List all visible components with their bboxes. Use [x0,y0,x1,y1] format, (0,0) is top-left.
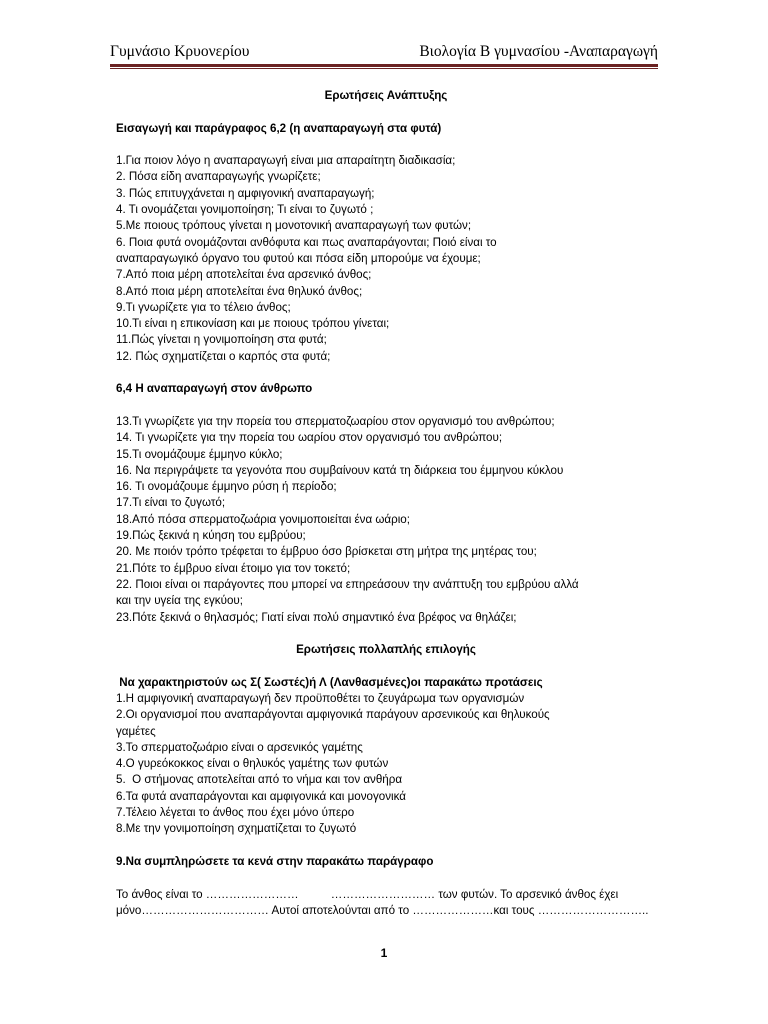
question-item: και την υγεία της εγκύου; [116,594,243,608]
question-item: 23.Πότε ξεκινά ο θηλασμός; Γιατί είναι πολύ σημαντικό ένα βρέφος να θηλάζει; [116,610,517,624]
question-item: 15.Τι ονομάζουμε έμμηνο κύκλο; [116,447,283,461]
question-item: 19.Πώς ξεκινά η κύηση του εμβρύου; [116,529,306,543]
true-false-instruction: Να χαρακτηριστούν ως Σ( Σωστές)ή Λ (Λανθασμένες)οι παρακάτω προτάσεις [116,675,543,689]
question-item: 16. Να περιγράψετε τα γεγονότα που συμβαίνουν κατά τη διάρκεια του έμμηνου κύκλου [116,463,564,477]
fill-in-line: Το άνθος είναι το …………………… ……………………… των φυτών. Το αρσενικό άνθος έχει [116,887,619,901]
question-item: 7.Από ποια μέρη αποτελείται ένα αρσενικό άνθος; [116,268,372,282]
section-subtitle-plants: Εισαγωγή και παράγραφος 6,2 (η αναπαραγωγή στα φυτά) [116,121,442,135]
question-item: 16. Τι ονομάζουμε έμμηνο ρύση ή περίοδο; [116,480,337,494]
document-body [116,88,656,919]
fill-in-blanks-title: 9.Να συμπληρώσετε τα κενά στην παρακάτω παράγραφο [116,854,434,868]
section-subtitle-human: 6,4 Η αναπαραγωγή στον άνθρωπο [116,382,313,396]
section-title-development-questions: Ερωτήσεις Ανάπτυξης [324,89,448,102]
statement-list [116,691,656,838]
statement-item: γαμέτες [116,724,156,738]
question-item: 12. Πώς σχηματίζεται ο καρπός στα φυτά; [116,349,331,363]
statement-item: 6.Τα φυτά αναπαράγονται και αμφιγονικά και μονογονικά [116,789,406,803]
statement-item: 5. Ο στήμονας αποτελείται από το νήμα και τον ανθήρα [116,773,403,787]
question-item: 3. Πώς επιτυγχάνεται η αμφιγονική αναπαραγωγή; [116,186,375,200]
question-item: 5.Με ποιους τρόπους γίνεται η μονοτονική αναπαραγωγή των φυτών; [116,219,472,233]
question-item: 4. Τι ονομάζεται γονιμοποίηση; Τι είναι το ζυγωτό ; [116,203,374,217]
question-item: 1.Για ποιον λόγο η αναπαραγωγή είναι μια απαραίτητη διαδικασία; [116,154,456,168]
question-item: 21.Πότε το έμβρυο είναι έτοιμο για τον τοκετό; [116,561,351,575]
question-list-human [116,414,656,626]
question-item: 20. Με ποιόν τρόπο τρέφεται το έμβρυο όσο βρίσκεται στη μήτρα της μητέρας του; [116,545,537,559]
header-school-name: Γυμνάσιο Κρυονερίου [110,43,250,60]
statement-item: 8.Με την γονιμοποίηση σχηματίζεται το ζυγωτό [116,822,357,836]
question-item: 2. Πόσα είδη αναπαραγωγής γνωρίζετε; [116,170,321,184]
header-rule-thick [110,64,658,67]
fill-in-blanks-paragraph [116,887,656,920]
question-item: 22. Ποιοι είναι οι παράγοντες που μπορεί να επηρεάσουν την ανάπτυξη του εμβρύου αλλά [116,577,579,591]
statement-item: 2.Οι οργανισμοί που αναπαράγονται αμφιγονικά παράγουν αρσενικούς και θηλυκούς [116,708,550,722]
header-course-title: Βιολογία Β γυμνασίου -Αναπαραγωγή [419,43,658,60]
question-item: 14. Τι γνωρίζετε για την πορεία του ωαρίου στον οργανισμό του ανθρώπου; [116,431,503,445]
header-rule-thin [110,68,658,69]
statement-item: 4.Ο γυρεόκοκκος είναι ο θηλυκός γαμέτης των φυτών [116,757,389,771]
question-item: 10.Τι είναι η επικονίαση και με ποιους τρόπου γίνεται; [116,317,390,331]
question-item: 11.Πώς γίνεται η γονιμοποίηση στα φυτά; [116,333,327,347]
page-header [110,42,658,62]
fill-in-line: μόνο…………………………… Αυτοί αποτελούνται από το …………………και τους ……………………….. [116,903,649,917]
question-item: 13.Τι γνωρίζετε για την πορεία του σπερματοζωαρίου στον οργανισμό του ανθρώπου; [116,414,555,428]
page-number: 1 [380,946,388,960]
statement-item: 1.Η αμφιγονική αναπαραγωγή δεν προϋποθέτει το ζευγάρωμα των οργανισμών [116,691,525,705]
statement-item: 7.Τέλειο λέγεται το άνθος που έχει μόνο ύπερο [116,806,355,820]
question-item: 18.Από πόσα σπερματοζωάρια γονιμοποιείται ένα ωάριο; [116,512,410,526]
question-item: αναπαραγωγικό όργανο του φυτού και πόσα είδη μπορούμε να έχουμε; [116,251,481,265]
question-list-plants [116,153,656,365]
section-title-multiple-choice: Ερωτήσεις πολλαπλής επιλογής [296,643,476,657]
statement-item: 3.Το σπερματοζωάριο είναι ο αρσενικός γαμέτης [116,740,363,754]
question-item: 17.Τι είναι το ζυγωτό; [116,496,226,510]
question-item: 6. Ποια φυτά ονομάζονται ανθόφυτα και πως αναπαράγονται; Ποιό είναι το [116,235,497,249]
question-item: 8.Από ποια μέρη αποτελείται ένα θηλυκό άνθος; [116,284,363,298]
question-item: 9.Τι γνωρίζετε για το τέλειο άνθος; [116,300,291,314]
